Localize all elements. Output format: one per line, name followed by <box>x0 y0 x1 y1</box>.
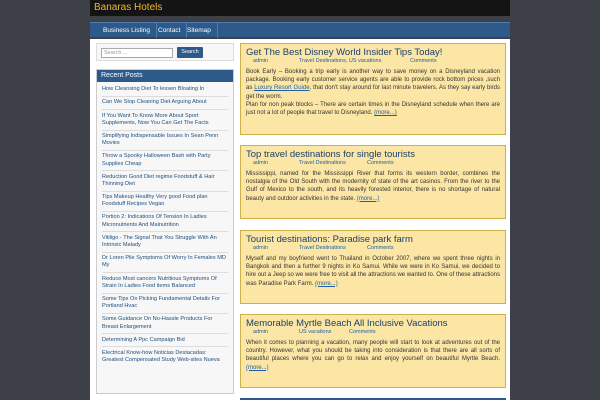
post-title[interactable]: Get The Best Disney World Insider Tips Today! <box>246 47 443 58</box>
post-text: Plan for non peak blocks – There are certain times in the Disneyland schedule when there are just not a lot of people that travel to Disneyland. <box>246 101 500 117</box>
post-author[interactable]: admin <box>253 58 268 64</box>
recent-post-link[interactable]: Dr Loren Pile Symptoms Of Worry In Females MD My <box>102 253 228 273</box>
recent-post-link[interactable]: Simplifying Indispensable Issues In Sean Penn Movies <box>102 131 228 151</box>
recent-post-link[interactable]: Can We Stop Cleaning Diet Arguing About <box>102 97 228 110</box>
post-excerpt <box>241 66 505 119</box>
post-author[interactable]: admin <box>253 329 268 335</box>
post-excerpt <box>241 337 505 374</box>
read-more-link[interactable]: (more...) <box>374 110 397 117</box>
page-body <box>90 39 510 400</box>
recent-post-link[interactable]: Tips Makeup Healthy Very good Food plan Foodstuff Recipes Vegan <box>102 192 228 212</box>
post-categories[interactable]: Travel Destinations <box>299 245 346 251</box>
page-wrapper <box>90 0 510 400</box>
post-card <box>240 314 506 388</box>
post-meta <box>241 329 505 337</box>
nav-item-business-listing[interactable]: Business Listing <box>97 23 157 38</box>
post-comments[interactable]: Comments <box>367 245 394 251</box>
post-text: Myself and my boyfriend went to Thailand in October 2007, where we spent three nights in Bangkok and then a further 9 nights in Ko Samui. While we were in Ko Samui, we decided to hire out a Jeep so we were free to visit all the attractions we wanted to. One of these attractions was Paradise Park Farm. <box>246 256 500 287</box>
recent-post-link[interactable]: Vitiligo - The Signal That You Struggle With An Intrinsic Malady <box>102 232 228 252</box>
header-bar <box>90 0 510 16</box>
search-button[interactable]: Search <box>177 47 203 58</box>
recent-posts-widget <box>96 69 234 394</box>
post-meta <box>241 160 505 168</box>
post-categories[interactable]: US vacations <box>299 329 332 335</box>
recent-posts-list <box>97 82 233 367</box>
recent-post-link[interactable]: Portion 2: Indications Of Tension In Ladies Micronutrients And Malnutrition <box>102 212 228 232</box>
recent-post-link[interactable]: Throw a Spooky Halloween Bash with Party Supplies Cheap <box>102 151 228 171</box>
recent-post-link[interactable]: Determining A Ppc Campaign Bid <box>102 334 228 347</box>
recent-post-link[interactable]: Electrical Know-how Noticias Destacadas: Greatest Compensated Study Web-sites Nueva <box>102 349 220 364</box>
post-comments[interactable]: Comments <box>410 58 437 64</box>
post-title[interactable]: Tourist destinations: Paradise park farm <box>246 234 413 245</box>
post-meta <box>241 58 505 66</box>
post-text: When it comes to planning a vacation, many people will start to look at adventures out of the country. However, what you should be taking into consideration is that there are all sorts of beautiful places where you can go to relax and enjoy yourself on beautiful Myrtle Beach. <box>246 340 500 363</box>
post-card <box>240 43 506 135</box>
read-more-link[interactable]: (more...) <box>246 364 269 371</box>
post-categories[interactable]: Travel Destinations <box>299 160 346 166</box>
post-comments[interactable]: Comments <box>349 329 376 335</box>
post-excerpt <box>241 168 505 205</box>
post-text: Mississippi, named for the Mississippi River that forms its western border, combines the nostalgia of the Old South with the modernity of state of the art casinos. From the river to the Gulf of Mexico to the south, and its heavily forested interior, there is no shortage of natural beauty and outdoor activities in the state. <box>246 171 500 202</box>
post-card <box>240 145 506 219</box>
main-nav <box>90 22 510 37</box>
post-categories[interactable]: Travel Destinations, US vacations <box>299 58 382 64</box>
recent-post-link[interactable]: Some Tips On Picking Fundamental Details For Portland Hvac <box>102 294 228 314</box>
post-title[interactable]: Top travel destinations for single tourists <box>246 149 415 160</box>
post-card <box>240 230 506 304</box>
search-input[interactable]: Search ... <box>101 48 173 58</box>
post-author[interactable]: admin <box>253 160 268 166</box>
recent-posts-title: Recent Posts <box>97 70 233 82</box>
read-more-link[interactable]: (more...) <box>315 280 338 287</box>
post-title[interactable]: Memorable Myrtle Beach All Inclusive Vacations <box>246 318 448 329</box>
post-author[interactable]: admin <box>253 245 268 251</box>
recent-post-link[interactable]: If You Want To Know More About Sport Supplements, Now You Can Get The Facts <box>102 110 228 130</box>
recent-post-link[interactable]: Reduce Most cancers Nutritious Symptoms Of Strain In Ladies Food items Balanced <box>102 273 228 293</box>
post-text: , that don't stay around for last minute travelers. As they say early birds get the worm. <box>246 85 500 100</box>
recent-post-link[interactable]: How Cleansing Diet To lessen Bloating In <box>102 84 228 97</box>
nav-item-contact[interactable]: Contact <box>152 23 187 38</box>
site-title[interactable]: Banaras Hotels <box>94 2 163 13</box>
recent-post-link[interactable]: Some Guidance On No-Hassle Products For Breast Enlargement <box>102 314 228 334</box>
nav-item-sitemap[interactable]: Sitemap <box>181 23 218 38</box>
post-excerpt <box>241 253 505 290</box>
post-text: Book Early – Booking a trip early is another way to save money on a Disneyland vacation package. Booking early customer service agents are able to provide rock bottom prices ,such as <box>246 69 500 92</box>
post-meta <box>241 245 505 253</box>
recent-post-link[interactable]: Reduction Good Diet regime Foodstuff & Hair Thinning Diet <box>102 171 228 191</box>
search-widget <box>96 43 234 61</box>
post-inline-link[interactable]: Luxury Resort Guide <box>254 85 310 92</box>
read-more-link[interactable]: (more...) <box>356 195 380 202</box>
post-comments[interactable]: Comments <box>367 160 394 166</box>
